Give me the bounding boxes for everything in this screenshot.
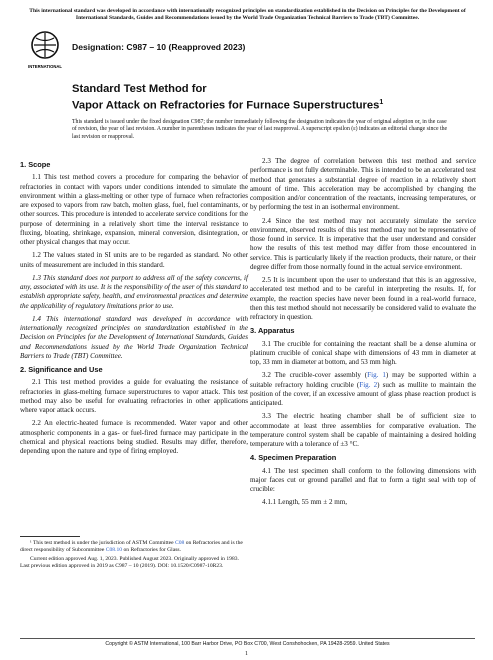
fig-2-link[interactable]: Fig. 2	[359, 380, 378, 389]
footnotes	[20, 540, 246, 572]
c08-link[interactable]: C08	[174, 540, 185, 546]
footnote-1	[20, 540, 246, 554]
paragraph-1-3	[20, 274, 248, 311]
section-heading-apparatus: 3. Apparatus	[250, 326, 295, 336]
section-heading-specimen: 4. Specimen Preparation	[250, 453, 337, 463]
paragraph-3-2-b: ) may be supported within a suitable refractory holding crucible (	[250, 371, 476, 389]
title-line-2-text: Vapor Attack on Refractories for Furnace Superstructures	[72, 99, 380, 112]
paragraph-2-4: 2.4 Since the test method may not accurately simulate the service environment, observed results of this test method may not be representative of those found in service. It is imperative that the user understand and consider how the results of this test method may differ from those encountered in service. This is particularly likely if the reaction products, their nature, or their degree differ from those normally found in the actual service environment.	[250, 216, 476, 271]
footnote-ref: 1	[379, 99, 384, 106]
astm-logo	[28, 30, 62, 70]
issue-note: This standard is issued under the fixed designation C987; the number immediately following the designation indicates the year of original adoption or, in the case of revision, the year of last revision. A number in parentheses indicates the year of last reapproval. A superscript epsilon (ε) indicates an editorial change since the last revision or reapproval.	[72, 119, 448, 140]
title-line-2	[72, 96, 452, 113]
footnote-1-c: on Refractories for Glass.	[122, 547, 181, 554]
designation: Designation: C987 – 10 (Reapproved 2023)	[72, 42, 246, 52]
footnote-divider	[20, 536, 80, 537]
page-title	[72, 82, 452, 113]
footnote-1-b: on Refractories and is the direct responsibility of Subcommittee	[20, 540, 243, 554]
logo-text: INTERNATIONAL	[28, 64, 62, 69]
page-divider	[20, 638, 475, 639]
title-line-1: Standard Test Method for	[72, 83, 207, 95]
paragraph-1-2: 1.2 The values stated in SI units are to be regarded as standard. No other units of measurement are included in this standard.	[20, 251, 248, 269]
paragraph-2-1: 2.1 This test method provides a guide for evaluating the resistance of refractories in glass-melting furnace superstructures to vapor attack. This test method may also be useful for evaluating refractories in other applications where vapor attack occurs.	[20, 378, 248, 414]
left-column	[20, 157, 248, 460]
footnote-2: Current edition approved Aug. 1, 2023. Published August 2023. Originally approved in 1983. Last previous edition approved in 2019 as C987 – 10 (2019). DOI: 10.1520/C0987-10R23.	[20, 556, 239, 570]
section-heading-significance: 2. Significance and Use	[20, 365, 103, 374]
paragraph-4-1-1: 4.1.1 Length, 55 mm ± 2 mm,	[262, 498, 348, 507]
paragraph-3-2-c: ) such as mullite to maintain the position of the cover, if an excessive amount of glass phase reaction product is anticipated.	[250, 380, 476, 407]
c0810-link[interactable]: C08.10	[105, 547, 123, 554]
paragraph-3-2	[250, 371, 476, 408]
page-number: 1	[245, 651, 248, 657]
fig-1-link[interactable]: Fig. 1	[367, 371, 386, 380]
paragraph-1-4-text: 1.4 This international standard was developed in accordance with internationally recognized principles on standardization established in the Decision on Principles for the Development of International Standards, Guides and Recommendations issued by the World Trade Organization Technical Barriers to Trade (TBT) Committee.	[20, 314, 248, 360]
paragraph-3-2-a: 3.2 The crucible-cover assembly (	[262, 371, 368, 380]
wto-notice: This international standard was developed in accordance with internationally recognized principles on standardization established in the Decision on Principles for the Development of International Standards, Guides and Recommendations issued by the World Trade Organization Technical Barriers to Trade (TBT) Committee.	[29, 8, 466, 21]
paragraph-1-1: 1.1 This test method covers a procedure for comparing the behavior of refractories in contact with vapors under conditions intended to simulate the environment within a glass-melting or other type of furnace when refractories are exposed to vapors from raw batch, molten glass, fuel, fuel contaminants, or other sources. This procedure is intended to accelerate service conditions for the purpose of determining in a relatively short time the interval resistance to fluxing, bloating, shrinkage, expansion, mineral conversion, disintegration, or other physical changes that may occur.	[20, 173, 248, 246]
paragraph-2-2: 2.2 An electric-heated furnace is recommended. Water vapor and other atmospheric components in a gas- or fuel-fired furnace may participate in the chemical and physical reactions being studied. Results may differ, therefore, depending upon the nature and type of firing employed.	[20, 419, 248, 455]
paragraph-1-3-text: 1.3 This standard does not purport to address all of the safety concerns, if any, associated with its use. It is the responsibility of the user of this standard to establish appropriate safety, health, and environmental practices and determine the applicability of regulatory limitations prior to use.	[20, 273, 248, 310]
paragraph-3-3: 3.3 The electric heating chamber shall be of sufficient size to accommodate at least three assemblies for comparative evaluation. The temperature control system shall be capable of maintaining a desired holding temperature with a tolerance of ±3 °C.	[250, 412, 476, 448]
paragraph-1-4	[20, 315, 248, 361]
footnote-1-a: ¹ This test method is under the jurisdiction of ASTM Committee	[30, 540, 175, 546]
paragraph-4-1: 4.1 The test specimen shall conform to the following dimensions with major faces cut or ground parallel and flat to form a tight seal with top of crucible:	[250, 466, 476, 493]
section-heading-scope: 1. Scope	[20, 160, 51, 169]
right-column	[250, 157, 476, 512]
paragraph-3-1: 3.1 The crucible for containing the reactant shall be a dense alumina or platinum crucible of conical shape with dimensions of 43 mm in diameter at top, 33 mm in diameter at bottom, and 53 mm high.	[250, 339, 476, 366]
copyright: Copyright © ASTM International, 100 Barr Harbor Drive, PO Box C700, West Conshohocken, PA 19428-2959. United States	[105, 641, 390, 647]
paragraph-2-3: 2.3 The degree of correlation between this test method and service performance is not fully determinable. This is intended to be an accelerated test method that generates a substantial degree of reaction in a relatively short amount of time. This acceleration may be accomplished by changing the composition and/or concentration of the reactants, increasing temperatures, or by performing the test in an isothermal environment.	[250, 157, 476, 212]
paragraph-2-5: 2.5 It is incumbent upon the user to understand that this is an aggressive, accelerated test method and to be careful in interpreting the results. If, for example, the reaction species have never been found in a real-world furnace, then this test method should not necessarily be considered valid to evaluate the refractory in question.	[250, 276, 476, 321]
